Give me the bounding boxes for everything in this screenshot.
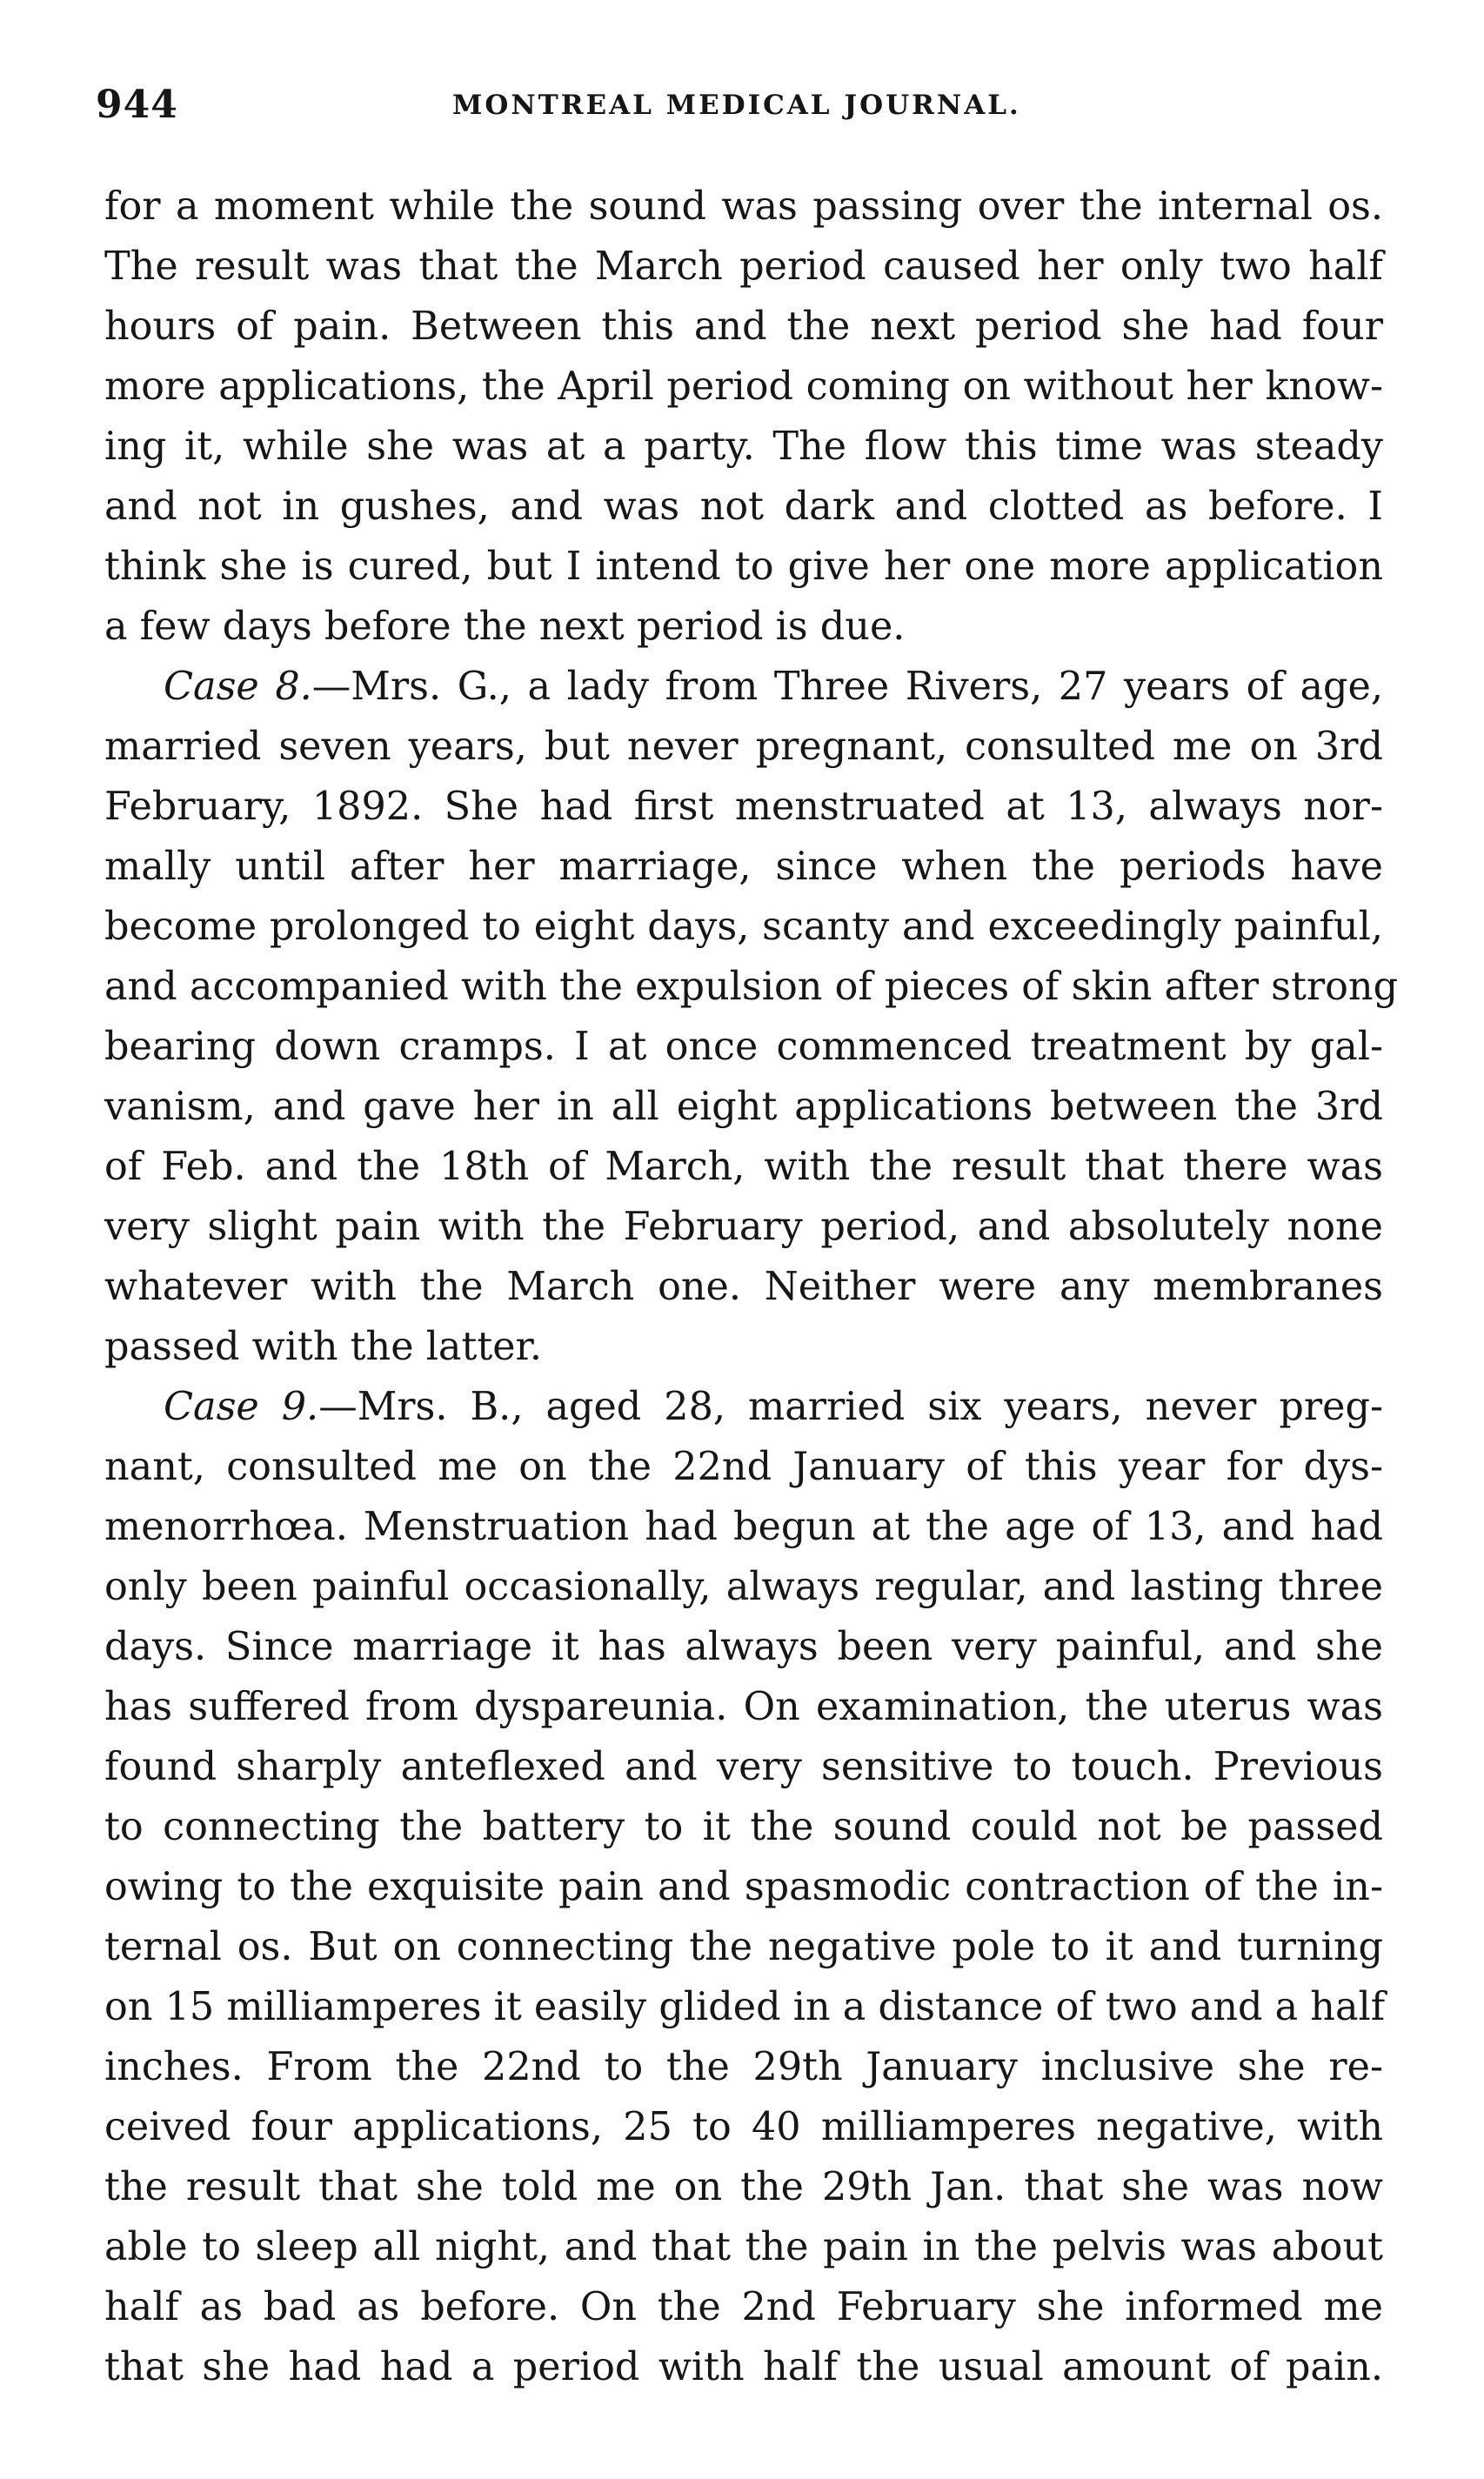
text-line: become prolonged to eight days, scanty and exceedingly painful, [104, 905, 1383, 949]
text-line: hours of pain. Between this and the next period she had four [104, 304, 1383, 349]
text-line: half as bad as before. On the 2nd February she informed me [104, 2285, 1383, 2329]
text-line: menorrhœa. Menstruation had begun at the age of 13, and had [104, 1505, 1383, 1549]
text-line: found sharply anteflexed and very sensitive to touch. Previous [104, 1745, 1383, 1789]
text-line: passed with the latter. [104, 1325, 543, 1369]
article-body [104, 177, 1399, 2397]
text-line: very slight pain with the February period, and absolutely none [104, 1205, 1383, 1249]
page-number: 944 [96, 83, 178, 127]
text-line: The result was that the March period caused her only two half [104, 244, 1383, 289]
text-line: the result that she told me on the 29th Jan. that she was now [104, 2165, 1383, 2209]
case-label: Case 9. [164, 1385, 319, 1429]
text-line: owing to the exquisite pain and spasmodic contraction of the in- [104, 1865, 1383, 1909]
text-line: inches. From the 22nd to the 29th January inclusive she re- [104, 2045, 1383, 2089]
case-9-heading-line: Case 9.—Mrs. B., aged 28, married six years, never preg- [164, 1385, 1383, 1429]
text-line: ceived four applications, 25 to 40 milliamperes negative, with [104, 2105, 1383, 2149]
text-line: for a moment while the sound was passing over the internal os. [104, 184, 1383, 229]
running-title: MONTREAL MEDICAL JOURNAL. [452, 90, 1021, 121]
text-line: married seven years, but never pregnant, consulted me on 3rd [104, 725, 1383, 769]
text-line: ing it, while she was at a party. The flow this time was steady [104, 424, 1383, 469]
text-line: of Feb. and the 18th of March, with the result that there was [104, 1145, 1383, 1189]
text-line: February, 1892. She had first menstruated at 13, always nor- [104, 785, 1383, 829]
text-line: that she had had a period with half the usual amount of pain. [104, 2345, 1383, 2389]
case-8-heading-line: Case 8.—Mrs. G., a lady from Three Rivers, 27 years of age, [164, 665, 1384, 709]
case-label: Case 8. [164, 665, 312, 709]
text-line: able to sleep all night, and that the pain in the pelvis was about [104, 2225, 1383, 2269]
text-line: more applications, the April period coming on without her know- [104, 364, 1383, 409]
text-line: has suffered from dyspareunia. On examination, the uterus was [104, 1685, 1383, 1729]
text-line: and accompanied with the expulsion of pieces of skin after strong [104, 965, 1399, 1009]
text-line: ternal os. But on connecting the negative pole to it and turning [104, 1925, 1383, 1969]
text-line: whatever with the March one. Neither were any membranes [104, 1265, 1383, 1309]
text-line: and not in gushes, and was not dark and clotted as before. I [104, 484, 1383, 529]
text-line: days. Since marriage it has always been very painful, and she [104, 1625, 1383, 1669]
text-line: think she is cured, but I intend to give her one more application [104, 545, 1383, 589]
text-line: a few days before the next period is due. [104, 605, 906, 649]
text-line: on 15 milliamperes it easily glided in a distance of two and a half [104, 1985, 1386, 2029]
text-line: to connecting the battery to it the sound could not be passed [104, 1805, 1383, 1849]
text-line: only been painful occasionally, always regular, and lasting three [104, 1565, 1383, 1609]
text-line: mally until after her marriage, since when the periods have [104, 845, 1383, 889]
page-header [96, 83, 1392, 135]
text-line: nant, consulted me on the 22nd January of this year for dys- [104, 1445, 1383, 1489]
text-line: bearing down cramps. I at once commenced treatment by gal- [104, 1025, 1383, 1069]
text-line: vanism, and gave her in all eight applications between the 3rd [104, 1085, 1383, 1129]
